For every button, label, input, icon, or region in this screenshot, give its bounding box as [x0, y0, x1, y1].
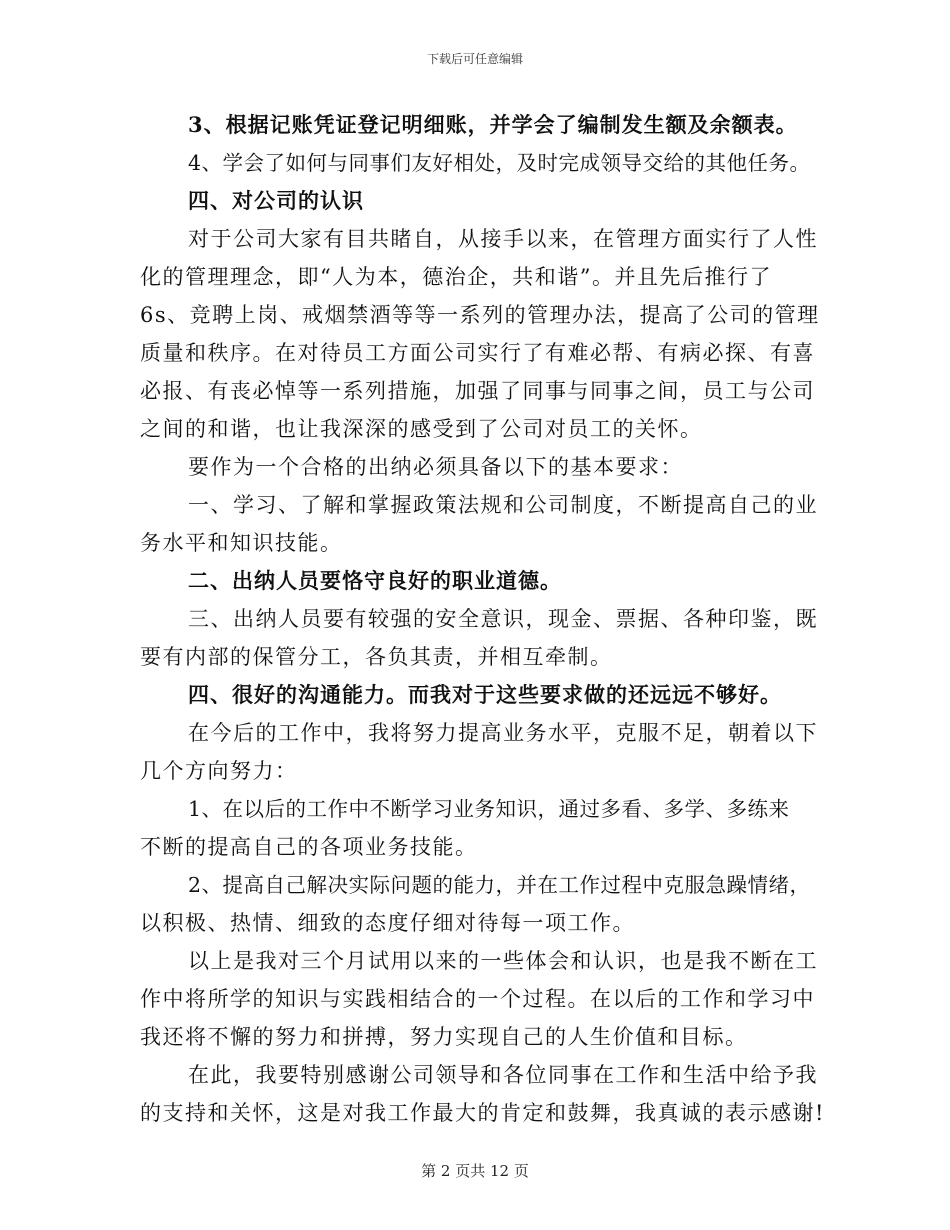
document-body — [140, 106, 830, 1132]
paragraph-line: 必报、有丧必悼等一系列措施，加强了同事与同事之间，员工与公司 — [140, 379, 815, 403]
paragraph-line: 化的管理理念，即“人为本，德治企，共和谐”。并且先后推行了 — [140, 265, 772, 289]
paragraph-line: 务水平和知识技能。 — [140, 531, 343, 555]
paragraph-line: 以上是我对三个月试用以来的一些体会和认识，也是我不断在工 — [188, 949, 818, 973]
paragraph-line: 的支持和关怀，这是对我工作最大的肯定和鼓舞，我真诚的表示感谢! — [140, 1101, 825, 1125]
paragraph-line: 2、提高自己解决实际问题的能力，并在工作过程中克服急躁情绪， — [188, 873, 811, 897]
page-footer: 第 2 页共 12 页 — [421, 1162, 529, 1180]
paragraph-line: 要有内部的保管分工，各负其责，并相互牵制。 — [140, 645, 613, 669]
paragraph-line: 四、很好的沟通能力。而我对于这些要求做的还远远不够好。 — [188, 682, 782, 707]
section-heading: 四、对公司的认识 — [188, 188, 364, 213]
paragraph-line: 三、出纳人员要有较强的安全意识，现金、票据、各种印鉴，既 — [188, 607, 818, 631]
page-header: 下载后可任意编辑 — [426, 52, 523, 66]
paragraph-line: 在此，我要特别感谢公司领导和各位同事在工作和生活中给予我 — [188, 1063, 818, 1087]
paragraph-line: 在今后的工作中，我将努力提高业务水平，克服不足，朝着以下 — [188, 721, 818, 745]
paragraph-line: 3、根据记账凭证登记明细账，并学会了编制发生额及余额表。 — [188, 112, 798, 137]
paragraph-line: 质量和秩序。在对待员工方面公司实行了有难必帮、有病必探、有喜 — [140, 341, 815, 365]
paragraph-line: 要作为一个合格的出纳必须具备以下的基本要求： — [188, 455, 683, 479]
paragraph-line: 一、学习、了解和掌握政策法规和公司制度，不断提高自己的业 — [188, 493, 818, 517]
paragraph-line: 6s、竞聘上岗、戒烟禁酒等等一系列的管理办法，提高了公司的管理 — [140, 303, 820, 327]
paragraph-line: 不断的提高自己的各项业务技能。 — [140, 835, 478, 859]
paragraph-line: 之间的和谐，也让我深深的感受到了公司对员工的关怀。 — [140, 417, 703, 441]
paragraph-line: 我还将不懈的努力和拼搏，努力实现自己的人生价值和目标。 — [140, 1025, 748, 1049]
paragraph-line: 1、在以后的工作中不断学习业务知识，通过多看、多学、多练来 — [188, 797, 790, 821]
paragraph-line: 作中将所学的知识与实践相结合的一个过程。在以后的工作和学习中 — [140, 987, 815, 1011]
paragraph-line: 二、出纳人员要恪守良好的职业道德。 — [188, 568, 562, 593]
paragraph-line: 几个方向努力： — [140, 759, 298, 783]
paragraph-line: 以积极、热情、细致的态度仔细对待每一项工作。 — [140, 911, 635, 935]
paragraph-line: 对于公司大家有目共睹自，从接手以来，在管理方面实行了人性 — [188, 227, 818, 251]
paragraph-line: 4、学会了如何与同事们友好相处，及时完成领导交给的其他任务。 — [188, 151, 811, 175]
